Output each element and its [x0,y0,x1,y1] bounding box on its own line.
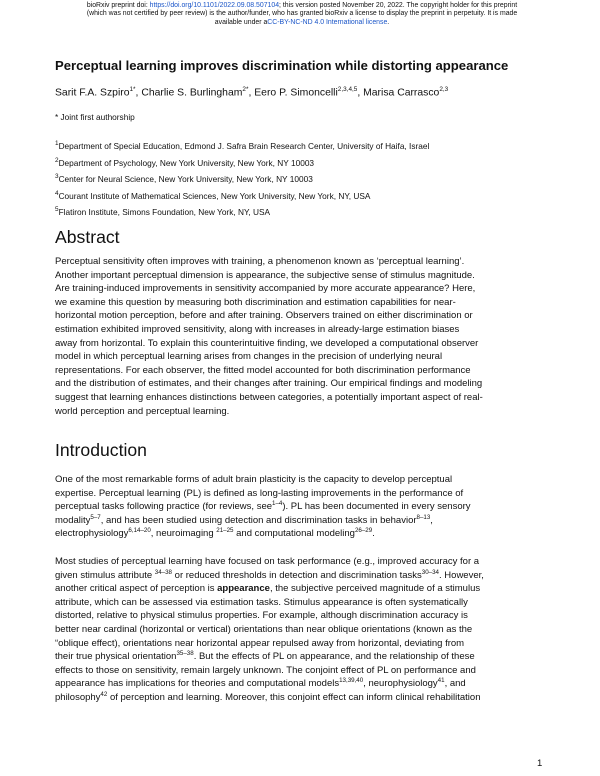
citation-marker: 5–7 [90,513,101,521]
abstract-line: horizontal motion perception, before and after training. Observers trained on either discrimination or [55,310,473,322]
body-text: , neuroimaging [150,528,217,540]
joint-authorship-note: * Joint first authorship [55,112,135,122]
body-line [55,569,549,583]
author-affiliation-marker: 1* [129,86,136,93]
abstract-heading: Abstract [55,227,120,247]
body-text: , neurophysiology [363,678,438,690]
body-line: effects to those on sensitivity, remain largely unknown. The conjoint effect of PL on performance and [55,664,476,676]
author-list: Sarit F.A. Szpiro$^{1*}$, Charlie S. Burlingham$^{2*}$, Eero P. Simoncelli$^{2,3,4,5}$, Marisa Carrasco$^{2,3}$ [55,86,449,99]
body-line [55,677,549,691]
citation-marker: 8–13 [416,513,431,521]
notice-line-1 [40,2,564,10]
abstract-line: and the distribution of estimates, and their changes after training. Our empirical findings and modeling [55,378,483,390]
body-line: better near cardinal (horizontal or vertical) orientations than near oblique orientations (known as the [55,623,473,635]
body-text: . [372,528,375,540]
intro-paragraph-2 [55,555,549,705]
author-name: Marisa Carrasco [363,87,440,99]
citation-marker: 41 [437,677,445,685]
preprint-notice [40,2,564,27]
abstract-line: estimation exhibited improved sensitivity, along with increases in already-large estimation biases [55,323,460,335]
body-text: , the subjective perceived magnitude of a stimulus [269,583,481,595]
abstract-line: Another important perceptual dimension is appearance, the subjective sense of stimulus magnitude. [55,269,475,281]
abstract-line: suggest that learning enhances distinctions between categories, a potentially important aspect of real- [55,391,483,403]
body-text: of perception and learning. Moreover, this conjoint effect can inform clinical rehabilitation [107,691,481,703]
body-line: “oblique effect), orientations near horizontal appear repulsed away from horizontal, deviating from [55,637,465,649]
citation-marker: 1–4 [272,500,283,508]
introduction-heading: Introduction [55,440,147,460]
abstract-paragraph [55,255,549,418]
body-line [55,650,549,664]
citation-marker: 13,39,40 [339,677,364,685]
body-text: appearance has implications for theories and computational models [55,678,340,690]
affiliation-text: Department of Special Education, Edmond J. Safra Brain Research Center, University of Haifa, Israel [58,140,430,151]
abstract-line: Perceptual sensitivity often improves with training, a phenomenon known as ‘perceptual learning’. [55,256,465,267]
body-line [55,582,549,596]
citation-marker: 35–38 [176,650,194,657]
body-text: philosophy [55,691,101,703]
author-affiliation-marker: 2,3 [439,86,449,93]
author-affiliation-marker: 2,3,4,5 [337,86,358,93]
body-line [55,500,549,514]
affiliation-text: Flatiron Institute, Simons Foundation, New York, NY, USA [58,207,271,218]
body-line [55,527,549,541]
body-text: and computational modeling [233,528,355,540]
body-text: , and has been studied using detection and discrimination tasks in behavior [100,514,417,526]
doi-link[interactable]: https://doi.org/10.1101/2022.09.08.507104 [149,2,280,9]
abstract-line: model in which perceptual learning arises from changes in the precision of underlying neural [55,351,443,363]
citation-marker: 26–29 [354,527,373,535]
abstract-line: representations. For each observer, the fitted model accounted for both discrimination performance [55,364,471,376]
citation-marker: 34–38 [154,568,173,576]
body-text: . However, [439,569,484,581]
notice-text: ; this version posted November 20, 2022. The copyright holder for this preprint [279,2,518,9]
affiliation-item [55,154,429,171]
body-line: distorted, relative to physical stimulus properties. For example, although discrimination accuracy is [55,610,468,622]
affiliation-text: Center for Neural Science, New York University, New York, NY 10003 [58,173,313,184]
notice-line-2: (which was not certified by peer review) is the author/funder, who has granted bioRxiv a license to display the preprint in perpetuity. It is made [86,10,518,18]
body-text: given stimulus attribute [55,569,155,581]
author-name: Charlie S. Burlingham [141,87,243,99]
affiliation-item [55,137,429,154]
body-text: . But the effects of PL on appearance, and the relationship of these [193,651,475,663]
affiliation-item [55,203,429,220]
body-line: Most studies of perceptual learning have focused on task performance (e.g., improved accuracy for a [55,556,480,567]
affiliation-text: Courant Institute of Mathematical Sciences, New York University, New York, NY, USA [58,190,371,201]
affiliation-number: 1 [55,140,59,147]
citation-marker: 30–34 [421,568,440,576]
abstract-line: away from horizontal. To explain this counterintuitive finding, we developed a computational observer [55,337,479,349]
emphasis-appearance: appearance [217,583,270,595]
license-link[interactable]: CC-BY-NC-ND 4.0 International license [267,18,388,26]
author-name: Sarit F.A. Szpiro [55,87,130,99]
body-text: or reduced thresholds in detection and discrimination tasks [172,569,422,581]
body-text: modality [55,514,91,526]
body-line [55,514,549,528]
affiliation-text: Department of Psychology, New York University, New York, NY 10003 [58,157,315,168]
paper-title: Perceptual learning improves discrimination while distorting appearance [55,58,509,73]
body-line: One of the most remarkable forms of adult brain plasticity is the capacity to develop perceptual [55,474,453,485]
citation-marker: 21–25 [216,527,234,535]
body-text: perceptual tasks following practice (for reviews, see [55,501,273,513]
abstract-line: we examine this question by measuring both discrimination and estimation capabilities for near- [55,296,456,308]
body-text: another critical aspect of perception is [55,583,218,595]
body-text: , [430,514,433,526]
affiliation-number: 5 [55,206,59,214]
body-text: , and [444,678,466,690]
notice-line-3 [40,19,564,27]
author-affiliation-marker: 2* [242,86,249,93]
notice-text: available under a [214,18,268,26]
affiliation-list [55,137,429,220]
notice-text: . [387,18,390,26]
body-text: ). PL has been documented in every sensory [282,501,471,513]
abstract-line: world perception and perceptual learning. [55,405,230,417]
citation-marker: 6,14–20 [128,527,151,535]
affiliation-item [55,170,429,187]
author-name: Eero P. Simoncelli [254,87,338,99]
body-text: electrophysiology [55,528,129,540]
abstract-line: Are training-induced improvements in sensitivity accompanied by more accurate appearance? Here, [55,283,476,295]
notice-text: bioRxiv preprint doi: [86,2,150,9]
body-line [55,691,549,705]
affiliation-number: 2 [55,156,59,164]
body-text: their true physical orientation [55,651,177,663]
citation-marker: 42 [100,690,108,698]
body-line: attribute, which can be assessed via estimation tasks. Stimulus appearance is often systematically [55,596,468,608]
page-number: 1 [537,758,543,769]
intro-paragraph-1 [55,473,549,541]
affiliation-number: 3 [55,173,59,181]
affiliation-number: 4 [55,189,59,197]
body-line: expertise. Perceptual learning (PL) is defined as long-lasting improvements in the performance of [55,487,464,499]
affiliation-item [55,187,429,204]
